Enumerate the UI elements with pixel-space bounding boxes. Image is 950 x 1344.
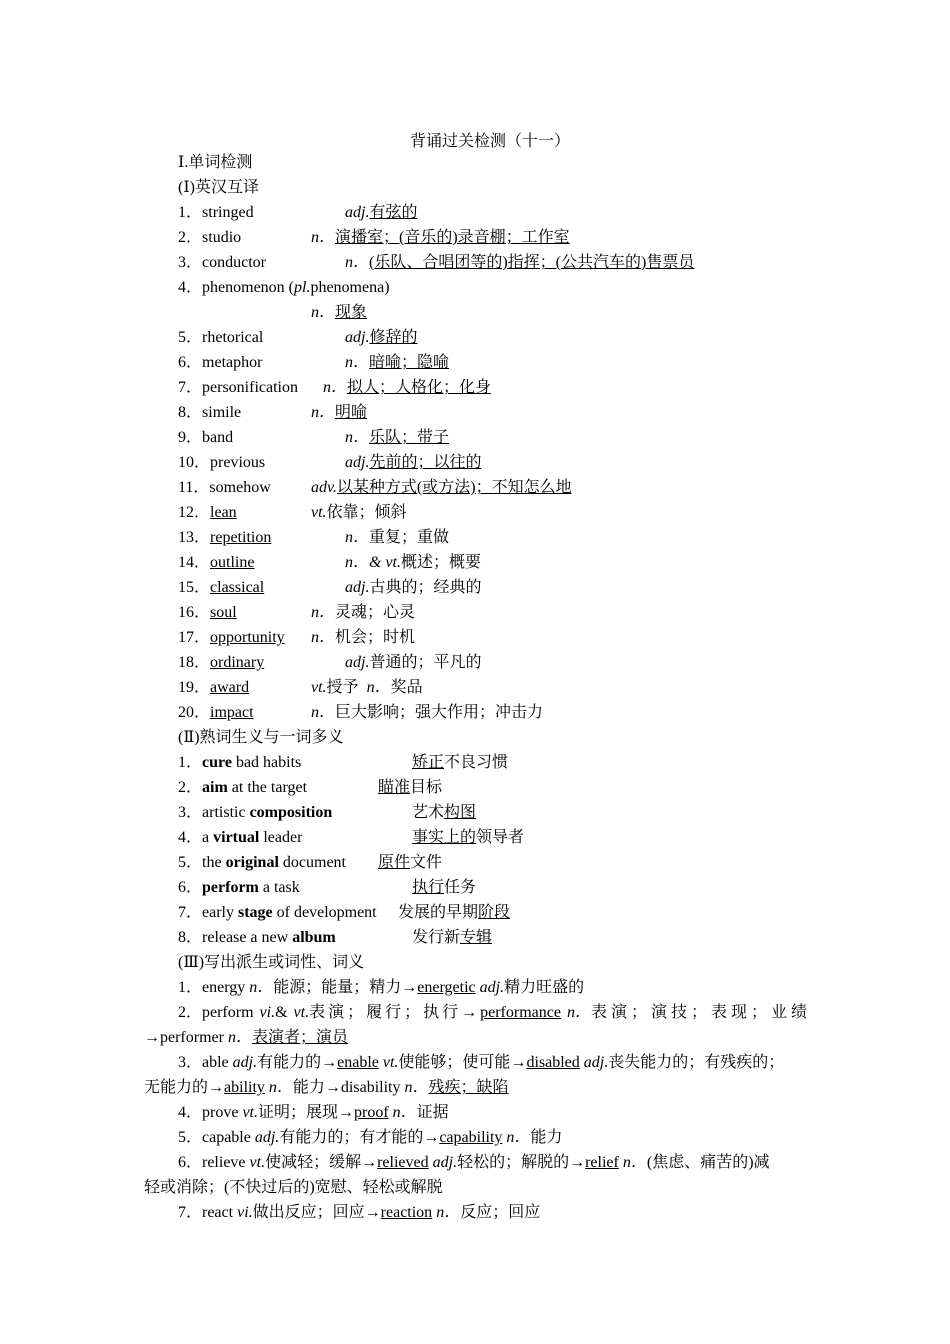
derivation-line: 6．relieve vt.使减轻；缓解→relieved adj.轻松的；解脱的→relief n．(焦虑、痛苦的)减	[178, 1154, 770, 1171]
vocab-answer: adj.古典的；经典的	[345, 579, 482, 596]
phrase-answer: 艺术构图	[412, 804, 477, 821]
vocab-item: 10．previous	[178, 454, 266, 471]
vocab-answer: n．灵魂；心灵	[311, 604, 416, 621]
derivation-line: 5．capable adj.有能力的；有才能的→capability n．能力	[178, 1129, 563, 1146]
vocab-item: 18．ordinary	[178, 654, 265, 671]
phrase-item: 1．cure bad habits	[178, 754, 302, 771]
vocab-item: 16．soul	[178, 604, 237, 621]
derivation-line: 3．able adj.有能力的→enable vt.使能够；使可能→disabled adj.丧失能力的；有残疾的；	[178, 1054, 785, 1071]
phrase-item: 6．perform a task	[178, 879, 300, 896]
vocab-item: 9．band	[178, 429, 234, 446]
vocab-item: 8．simile	[178, 404, 242, 421]
vocab-answer: n．暗喻；隐喻	[345, 354, 450, 371]
vocab-answer: adj.普通的；平凡的	[345, 654, 482, 671]
vocab-answer: n．乐队；带子	[345, 429, 450, 446]
phrase-item: 2．aim at the target	[178, 779, 308, 796]
vocab-item: 14．outline	[178, 554, 255, 571]
vocab-answer: adj.先前的；以往的	[345, 454, 482, 471]
vocab-answer: n．& vt.概述；概要	[345, 554, 482, 571]
vocab-item: 19．award	[178, 679, 250, 696]
vocab-item: 20．impact	[178, 704, 254, 721]
vocab-item: 15．classical	[178, 579, 265, 596]
phrase-answer: 事实上的领导者	[412, 829, 525, 846]
derivation-line: 轻或消除；(不快过后的)宽慰、轻松或解脱	[144, 1179, 443, 1196]
vocab-answer: adv.以某种方式(或方法)；不知怎么地	[311, 479, 572, 496]
phrase-item: 5．the original document	[178, 854, 346, 871]
phrase-answer: 矫正不良习惯	[412, 754, 509, 771]
phrase-item: 3．artistic composition	[178, 804, 333, 821]
phrase-item: 8．release a new album	[178, 929, 336, 946]
vocab-answer: n．(乐队、合唱团等的)指挥；(公共汽车的)售票员	[345, 254, 695, 271]
vocab-item: 5．rhetorical	[178, 329, 264, 346]
vocab-answer: n．巨大影响；强大作用；冲击力	[311, 704, 544, 721]
vocab-item: 4．phenomenon (pl.phenomena)	[178, 279, 390, 296]
phrase-answer: 原件文件	[378, 854, 443, 871]
vocab-answer: n．明喻	[311, 404, 368, 421]
derivation-line: 4．prove vt.证明；展现→proof n．证据	[178, 1104, 449, 1121]
phrase-answer: 发行新专辑	[412, 929, 493, 946]
vocab-answer: vt.依靠；倾斜	[311, 504, 407, 521]
vocab-item: 11．somehow	[178, 479, 271, 496]
phrase-item: 7．early stage of development	[178, 904, 377, 921]
vocab-answer: n．拟人；人格化；化身	[323, 379, 492, 396]
subsection-heading-2: (Ⅱ)熟词生义与一词多义	[178, 729, 344, 746]
vocab-answer: adj.修辞的	[345, 329, 418, 346]
derivation-line: 7．react vi.做出反应；回应→reaction n．反应；回应	[178, 1204, 541, 1221]
vocab-answer: n．现象	[311, 304, 368, 321]
phrase-answer: 瞄准目标	[378, 779, 443, 796]
vocab-item: 1．stringed	[178, 204, 254, 221]
phrase-item: 4．a virtual leader	[178, 829, 303, 846]
vocab-answer: adj.有弦的	[345, 204, 418, 221]
vocab-item: 2．studio	[178, 229, 242, 246]
vocab-answer: n．重复；重做	[345, 529, 450, 546]
phrase-answer: 发展的早期阶段	[398, 904, 511, 921]
vocab-item: 12．lean	[178, 504, 237, 521]
derivation-line: 无能力的→ability n．能力→disability n．残疾；缺陷	[144, 1079, 509, 1096]
phrase-answer: 执行任务	[412, 879, 477, 896]
subsection-heading-3: (Ⅲ)写出派生或词性、词义	[178, 954, 365, 971]
vocab-item: 13．repetition	[178, 529, 272, 546]
vocab-item: 17．opportunity	[178, 629, 285, 646]
vocab-item: 7．personification	[178, 379, 298, 396]
page-title: 背诵过关检测（十一）	[409, 133, 570, 150]
derivation-line: →performer n．表演者；演员	[144, 1029, 348, 1046]
vocab-answer: n．演播室；(音乐的)录音棚；工作室	[311, 229, 570, 246]
vocab-item: 3．conductor	[178, 254, 266, 271]
vocab-answer: vt.授予 n．奖品	[311, 679, 423, 696]
vocab-item: 6．metaphor	[178, 354, 263, 371]
derivation-line: 1．energy n．能源；能量；精力→energetic adj.精力旺盛的	[178, 979, 585, 996]
subsection-heading-1: (Ⅰ)英汉互译	[178, 179, 259, 196]
derivation-line: 2．perform vi.& vt.表演；履行；执行→performance n．表演；演技；表现；业绩	[178, 1004, 811, 1021]
vocab-answer: n．机会；时机	[311, 629, 416, 646]
section-heading: Ⅰ.单词检测	[178, 154, 253, 171]
